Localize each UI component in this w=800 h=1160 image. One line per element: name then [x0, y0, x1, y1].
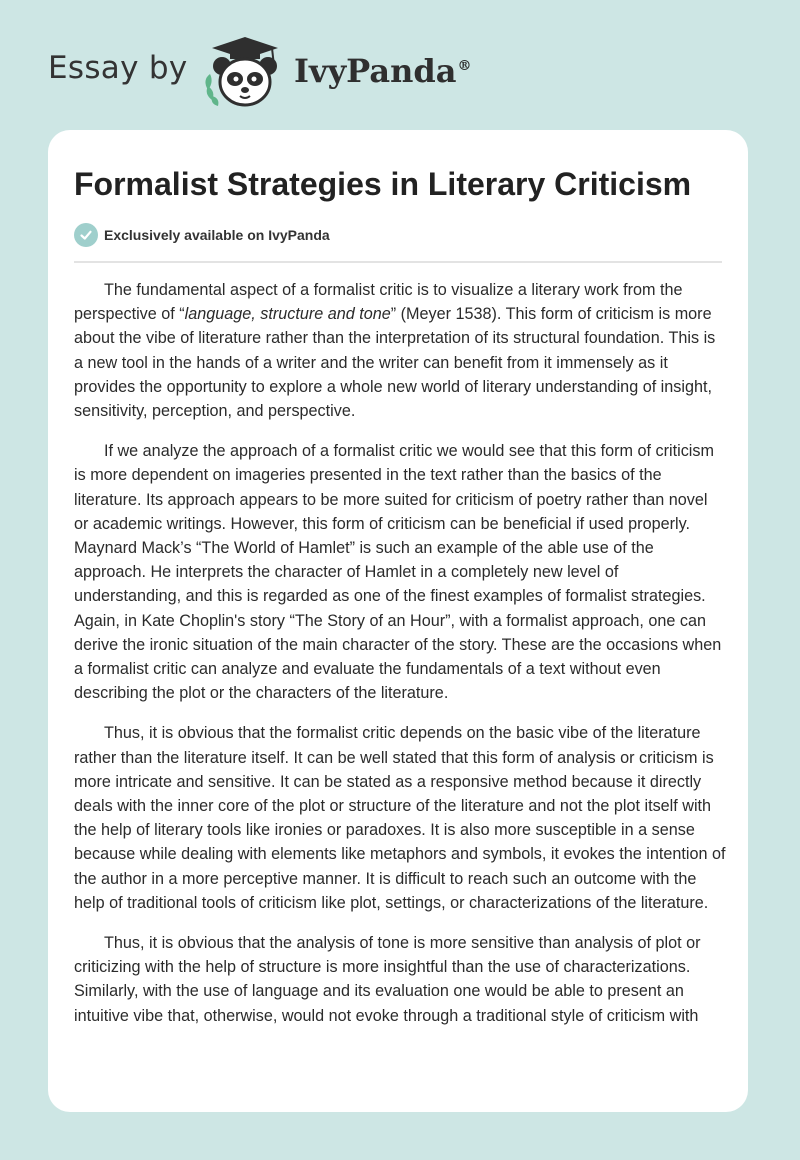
panda-logo-icon[interactable]: [200, 36, 290, 110]
exclusive-badge: [74, 222, 330, 248]
paragraph-1: [74, 278, 726, 423]
paragraph-2: If we analyze the approach of a formalist critic we would see that this form of criticism is more dependent on imageries presented in the text rather than the basics of the literature. Its approach appears to be more suited for criticism of poetry rather than novel or academic writings. However, this form of criticism can be beneficial if used properly. Maynard Mack’s “The World of Hamlet” is such an example of the able use of the approach. He interprets the character of Hamlet in a completely new level of understanding, and this is regarded as one of the finest examples of formalist strategies. Again, in Kate Choplin's story “The Story of an Hour”, with a formalist approach, one can derive the ironic situation of the main character of the story. These are the occasions when a formalist critic can analyze and evaluate the fundamentals of a text without even describing the plot or the characters of the literature.: [74, 442, 722, 703]
registered-mark: ®: [457, 58, 472, 75]
paragraph-3: Thus, it is obvious that the formalist critic depends on the basic vibe of the literature rather than the literature itself. It can be well stated that this form of analysis or criticism is more intricate and sensitive. It can be stated as a responsive method because it directly deals with the inner core of the plot or structure of the literature and not the plot itself with the help of literary tools like ironies or paradoxes. It is also more susceptible in a sense because while dealing with elements like metaphors and symbols, it evokes the intention of the author in a more perceptive manner. It is difficult to reach such an outcome with the help of traditional tools of criticism like plot, settings, or characterizations of the literature.: [74, 724, 726, 912]
site-header: [0, 0, 800, 130]
paragraph-1-quote: language, structure and tone: [184, 305, 391, 324]
exclusive-badge-text: Exclusively available on IvyPanda: [104, 227, 330, 243]
brand-name[interactable]: [294, 52, 471, 90]
brand-text: IvyPanda: [294, 52, 457, 90]
paragraph-1-start: The fundamental aspect of a formalist critic is to visualize a literary work from the perspective of “: [74, 281, 683, 324]
paragraph-1-end: ” (Meyer 1538). This form of criticism is more about the vibe of literature rather than the interpretation of its structural foundation. This is a new tool in the hands of a writer and the writer can benefit from it immensely as it provides the opportunity to explore a whole new world of literary understanding of insight, sensitivity, perception, and perspective.: [74, 305, 716, 421]
essay-by-label: Essay by: [48, 50, 188, 86]
page-title: Formalist Strategies in Literary Criticism: [74, 166, 692, 202]
divider: [74, 261, 722, 263]
check-icon: [74, 223, 98, 247]
essay-body: [74, 278, 726, 1044]
essay-card: [48, 130, 748, 1112]
paragraph-4: Thus, it is obvious that the analysis of tone is more sensitive than analysis of plot or criticizing with the help of structure is more insightful than the use of characterizations. Similarly, with the use of language and its evaluation one would be able to present an intuitive vibe that, otherwise, would not evoke through a traditional style of criticism with: [74, 934, 701, 1025]
